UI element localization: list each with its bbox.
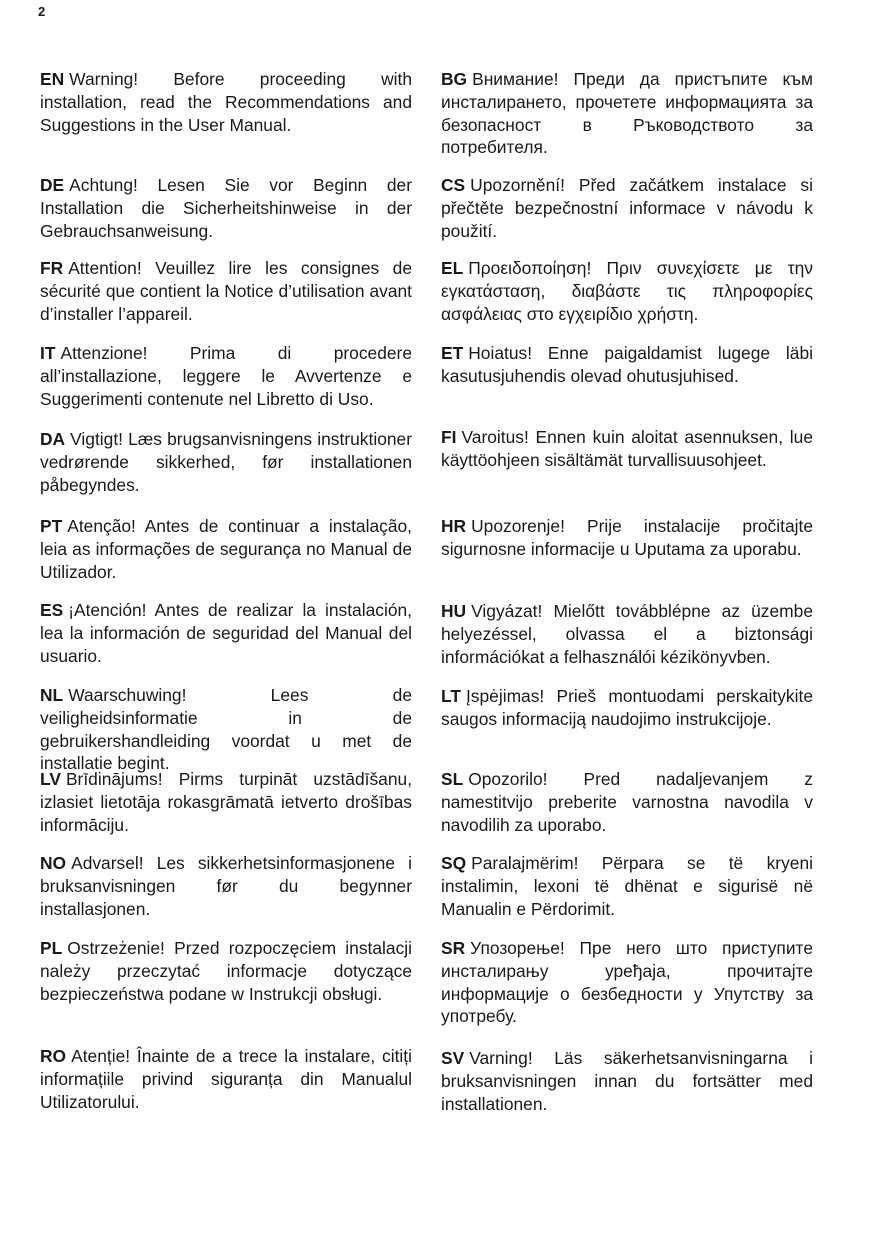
warning-text: Προειδοποίηση! Πριν συνεχίσετε με την εγκατάσταση, διαβάστε τις πληροφορίες ασφάλειας στο εγχειρίδιο χρήστη. [441, 258, 813, 324]
warning-no [40, 852, 412, 920]
warning-nl [40, 684, 412, 775]
warning-pl [40, 937, 412, 1005]
language-code: IT [40, 343, 56, 363]
warning-es [40, 599, 412, 667]
warning-text: Įspėjimas! Prieš montuodami perskaitykite saugos informaciją naudojimo instrukcijoje. [441, 686, 813, 729]
language-code: SQ [441, 853, 467, 873]
language-code: RO [40, 1046, 67, 1066]
language-code: LT [441, 686, 461, 706]
language-code: SV [441, 1048, 465, 1068]
language-code: FI [441, 427, 457, 447]
warning-text: Achtung! Lesen Sie vor Beginn der Installation die Sicherheitshinweise in der Gebrauchsanweisung. [40, 175, 412, 241]
language-code: NO [40, 853, 67, 873]
warning-text: Advarsel! Les sikkerhetsinformasjonene i bruksanvisningen før du begynner installasjonen. [40, 853, 412, 919]
warning-lt [441, 685, 813, 731]
warning-text: Attenzione! Prima di procedere all’installazione, leggere le Avvertenze e Suggerimenti contenute nel Libretto di Uso. [40, 343, 412, 409]
warning-text: Brīdinājums! Pirms turpināt uzstādīšanu, izlasiet lietotāja rokasgrāmatā ietverto drošības informāciju. [40, 769, 412, 835]
language-code: CS [441, 175, 466, 195]
warning-text: Paralajmërim! Përpara se të kryeni instalimin, lexoni të dhënat e sigurisë në Manualin e Përdorimit. [441, 853, 813, 919]
warning-sr [441, 937, 813, 1028]
warning-text: Waarschuwing! Lees de veiligheidsinformatie in de gebruikershandleiding voordat u met de installatie begint. [40, 685, 412, 774]
warning-text: Atenção! Antes de continuar a instalação, leia as informações de segurança no Manual de Utilizador. [40, 516, 412, 582]
warning-text: ¡Atención! Antes de realizar la instalación, lea la información de seguridad del Manual del usuario. [40, 600, 412, 666]
warning-text: Attention! Veuillez lire les consignes de sécurité que contient la Notice d’utilisation avant d’installer l’appareil. [40, 258, 412, 324]
language-code: SL [441, 769, 464, 789]
warning-sl [441, 768, 813, 836]
warning-text: Varning! Läs säkerhetsanvisningarna i bruksanvisningen innan du fortsätter med installationen. [441, 1048, 813, 1114]
language-code: FR [40, 258, 64, 278]
warning-cs [441, 174, 813, 242]
warning-text: Upozornění! Před začátkem instalace si přečtěte bezpečnostní informace v návodu k použití. [441, 175, 813, 241]
warning-hu [441, 600, 813, 668]
language-code: NL [40, 685, 64, 705]
warning-ro [40, 1045, 412, 1113]
warning-el [441, 257, 813, 325]
warning-text: Внимание! Преди да пристъпите към инсталирането, прочетете информацията за безопасност в Ръководството за потребителя. [441, 69, 813, 158]
warning-hr [441, 515, 813, 561]
language-code: PL [40, 938, 63, 958]
warning-en [40, 68, 412, 136]
warning-text: Atenție! Înainte de a trece la instalare, citiți informațiile privind siguranța din Manualul Utilizatorului. [40, 1046, 412, 1112]
warning-sq [441, 852, 813, 920]
warning-text: Hoiatus! Enne paigaldamist lugege läbi kasutusjuhendis olevad ohutusjuhised. [441, 343, 813, 386]
warning-text: Opozorilo! Pred nadaljevanjem z namestitvijo preberite varnostna navodila v navodilih za uporabo. [441, 769, 813, 835]
warning-text: Vigyázat! Mielőtt továbblépne az üzembe helyezéssel, olvassa el a biztonsági információkat a felhasználói kézikönyvben. [441, 601, 813, 667]
language-code: ES [40, 600, 64, 620]
warning-text: Vigtigt! Læs brugsanvisningens instruktioner vedrørende sikkerhed, før installationen påbegyndes. [40, 429, 412, 495]
warning-text: Упозорење! Пре него што приступите инсталирању уређаја, прочитајте информације о безбедности у Упутству за употребу. [441, 938, 813, 1027]
language-code: HU [441, 601, 467, 621]
language-code: LV [40, 769, 61, 789]
page-number: 2 [38, 4, 46, 19]
warning-lv [40, 768, 412, 836]
warning-text: Ostrzeżenie! Przed rozpoczęciem instalacji należy przeczytać informacje dotyczące bezpieczeństwa podane w Instrukcji obsługi. [40, 938, 412, 1004]
warning-text: Upozorenje! Prije instalacije pročitajte sigurnosne informacije u Uputama za uporabu. [441, 516, 813, 559]
language-code: SR [441, 938, 466, 958]
warning-text: Varoitus! Ennen kuin aloitat asennuksen, lue käyttöohjeen sisältämät turvallisuusohjeet. [441, 427, 813, 470]
warning-et [441, 342, 813, 388]
warning-pt [40, 515, 412, 583]
warning-da [40, 428, 412, 496]
warning-de [40, 174, 412, 242]
language-code: DA [40, 429, 66, 449]
language-code: ET [441, 343, 464, 363]
warning-it [40, 342, 412, 410]
warning-fr [40, 257, 412, 325]
language-code: HR [441, 516, 467, 536]
warning-text: Warning! Before proceeding with installation, read the Recommendations and Suggestions in the User Manual. [40, 69, 412, 135]
language-code: PT [40, 516, 63, 536]
warning-fi [441, 426, 813, 472]
language-code: EN [40, 69, 65, 89]
warning-bg [441, 68, 813, 159]
language-code: BG [441, 69, 468, 89]
warning-sv [441, 1047, 813, 1115]
language-code: DE [40, 175, 65, 195]
language-code: EL [441, 258, 464, 278]
